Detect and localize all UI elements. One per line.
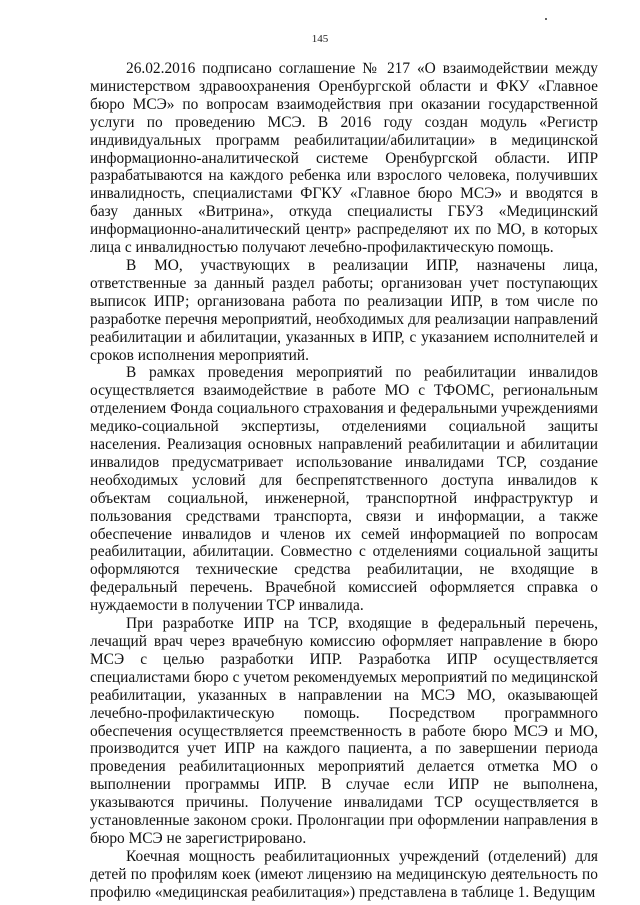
paragraph-agreement: 26.02.2016 подписано соглашение № 217 «О взаимодействии между министерством здравоохранения Оренбургской области и ФКУ «Главное бюро МСЭ» по вопросам взаимодействия при оказании государственной услуги по проведению МСЭ. В 2016 году создан модуль «Регистр индивидуальных программ реабилитации/абилитации» в медицинской информационно-аналитической системе Оренбургской области. ИПР разрабатываются на каждого ребенка или взрослого человека, получивших инвалидность, специалистами ФГКУ «Главное бюро МСЭ» и вводятся в базу данных «Витрина», откуда специалисты ГБУЗ «Медицинский информационно-аналитический центр» распределяют их по МО, в которых лица с инвалидностью получают лечебно-профилактическую помощь. <box>90 60 598 257</box>
paragraph-bed-capacity: Коечная мощность реабилитационных учреждений (отделений) для детей по профилям коек (имеют лицензию на медицинскую деятельность по профилю «медицинская реабилитация») представлена в таблице 1. Ведущим <box>90 847 598 901</box>
scan-speck <box>545 18 547 20</box>
paragraph-ipr-development: При разработке ИПР на ТСР, входящие в федеральный перечень, лечащий врач через врачебную комиссию оформляет направление в бюро МСЭ с целью разработки ИПР. Разработка ИПР осуществляется специалистами бюро с учетом рекомендуемых мероприятий по медицинской реабилитации, указанных в направлении на МСЭ МО, оказывающей лечебно-профилактическую помощь. Посредством программного обеспечения осуществляется преемственность в работе бюро МСЭ и МО, производится учет ИПР на каждого пациента, а по завершении периода проведения реабилитационных мероприятий делается отметка МО о выполнении программы ИПР. В случае если ИПР не выполнена, указываются причины. Получение инвалидами ТСР осуществляется в установленные законом сроки. Пролонгации при оформлении направления в бюро МСЭ не зарегистрировано. <box>90 615 598 847</box>
paragraph-rehabilitation-interaction: В рамках проведения мероприятий по реабилитации инвалидов осуществляется взаимодействие в работе МО с ТФОМС, региональным отделением Фонда социального страхования и федеральными учреждениями медико-социальной экспертизы, отделениями социальной защиты населения. Реализация основных направлений реабилитации и абилитации инвалидов предусматривает использование инвалидами ТСР, создание необходимых условий для беспрепятственного доступа инвалидов к объектам социальной, инженерной, транспортной инфраструктур и пользования средствами транспорта, связи и информации, а также обеспечение инвалидов и членов их семей информацией по вопросам реабилитации, абилитации. Совместно с отделениями социальной защиты оформляются технические средства реабилитации, не входящие в федеральный перечень. Врачебной комиссией оформляется справка о нуждаемости в получении ТСР инвалида. <box>90 364 598 615</box>
document-body <box>90 60 598 902</box>
paragraph-mo-responsibilities: В МО, участвующих в реализации ИПР, назначены лица, ответственные за данный раздел работы; организован учет поступающих выписок ИПР; организована работа по реализации ИПР, в том числе по разработке перечня мероприятий, необходимых для реализации направлений реабилитации и абилитации, указанных в ИПР, с указанием исполнителей и сроков исполнения мероприятий. <box>90 256 598 364</box>
page-number: 145 <box>311 33 329 45</box>
